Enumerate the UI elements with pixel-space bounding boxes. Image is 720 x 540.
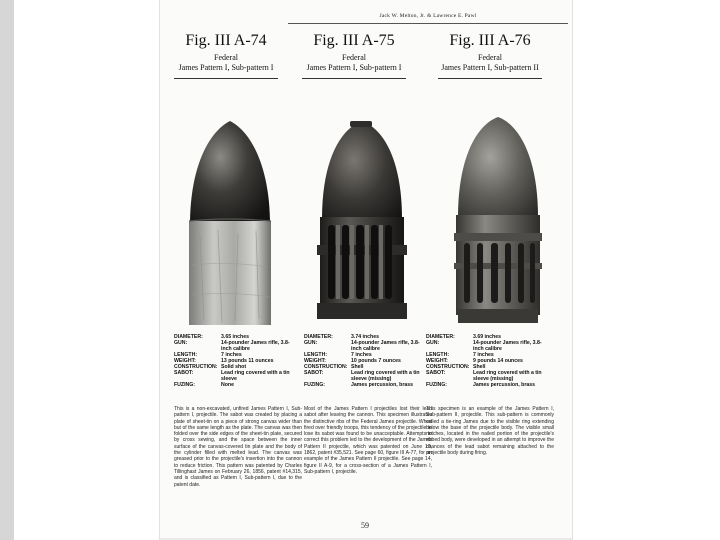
figure-2-description: Most of the James Pattern I projectiles lost their lead sabot after leaving the cannon. This specimen illustrates the distinctive ribs of the Federal James projectile. When fired over friendly troops, this tendency of the projectile to lose its sabot was found to be unacceptable. Attempts to correct this problem led to the development of the James Pattern II projectile, which was patented on June 10, 1862, patent #35,521. See page 60, figure III A-77, for an example of the James Pattern II projectile. See page 14, figure II A-9, for a cross-section of a James Pattern I, Sub-pattern I, projectile. — [304, 406, 432, 475]
spec-row — [426, 340, 548, 352]
spec-key: GUN: — [304, 340, 318, 346]
spec-key: LENGTH: — [174, 352, 198, 358]
james-solid-shot-photo-icon — [160, 95, 292, 331]
figure-2-rule — [302, 78, 406, 79]
spec-value: Shell — [351, 364, 364, 370]
spec-key: DIAMETER: — [174, 334, 203, 340]
spec-key: SABOT: — [174, 370, 194, 376]
spec-value: Solid shot — [221, 364, 247, 370]
spec-key: GUN: — [426, 340, 440, 346]
spec-row — [174, 382, 296, 388]
spec-key: SABOT: — [426, 370, 446, 376]
figure-3-title: Fig. III A-76 — [449, 32, 531, 49]
spec-value: Lead ring covered with a tin sleeve (missing) — [351, 370, 420, 382]
spec-key: LENGTH: — [426, 352, 450, 358]
spec-value: Lead ring covered with a tin sleeve (missing) — [473, 370, 542, 382]
spec-value: 3.65 inches — [221, 334, 249, 340]
spec-row — [426, 382, 548, 388]
spec-value: 3.69 inches — [473, 334, 501, 340]
spec-key: CONSTRUCTION: — [174, 364, 218, 370]
spec-key: GUN: — [174, 340, 188, 346]
spec-value: Shell — [473, 364, 486, 370]
spec-value: 7 inches — [351, 352, 372, 358]
figure-3-description: This specimen is an example of the James Pattern I, Sub-pattern II, projectile. This sub-pattern is commonly called a tie-ring James due to the visible ring extending below the base of the projectile body. The visible small notches, located in the nailed portion of the projectile's ribbed body, were developed in an attempt to improve the chances of the lead sabot remaining attached to the projectile body during firing. — [426, 406, 554, 457]
spec-key: DIAMETER: — [426, 334, 455, 340]
scanner-edge — [0, 0, 14, 540]
page-number: 59 — [361, 521, 369, 530]
spec-value: 7 inches — [473, 352, 494, 358]
spec-row — [426, 370, 548, 382]
spec-row — [174, 340, 296, 352]
spec-key: WEIGHT: — [426, 358, 448, 364]
figure-1-origin: Federal — [214, 53, 238, 62]
spec-key: WEIGHT: — [304, 358, 326, 364]
figure-1-rule — [174, 78, 278, 79]
figure-3-rule — [438, 78, 542, 79]
figure-1-description: This is a non-excavated, unfired James Pattern I, Sub-pattern I, projectile. The sabot was created by placing a plate of sheet-tin on a piece of strong canvas wider than but of the same length as the plate. The canvas was then folded over the side edges of the sheet-tin plate, secured by cross sewing, and the space between the inner surface of the canvas-covered tin plate and the body of the cylinder filled with melted lead. The canvas was greased prior to the projectile's insertion into the cannon to reduce friction. This pattern was patented by Charles Tillinghast James on February 26, 1856, patent #14,315, and is classified as Pattern I, Sub-pattern I, due to the patent date. — [174, 406, 302, 488]
spec-value: None — [221, 382, 234, 388]
spec-value: 13 pounds 11 ounces — [221, 358, 274, 364]
spec-key: FUZING: — [174, 382, 196, 388]
spec-key: DIAMETER: — [304, 334, 333, 340]
spec-value: 9 pounds 14 ounces — [473, 358, 523, 364]
spec-value: James percussion, brass — [473, 382, 535, 388]
spec-value: 14-pounder James rifle, 3.8-inch calibre — [473, 340, 542, 352]
spec-key: CONSTRUCTION: — [304, 364, 348, 370]
james-tie-ring-shell-photo-icon — [434, 95, 566, 331]
figure-3-origin: Federal — [478, 53, 502, 62]
spec-value: James percussion, brass — [351, 382, 413, 388]
james-ribbed-shell-photo-icon — [296, 95, 428, 331]
figure-2-origin: Federal — [342, 53, 366, 62]
spec-key: FUZING: — [426, 382, 448, 388]
spec-key: WEIGHT: — [174, 358, 196, 364]
spec-row — [304, 370, 426, 382]
figure-3-specs — [426, 334, 548, 388]
figure-2-specs — [304, 334, 426, 388]
spec-row — [174, 370, 296, 382]
figure-1-specs — [174, 334, 296, 388]
spec-key: LENGTH: — [304, 352, 328, 358]
figure-2-pattern: James Pattern I, Sub-pattern I — [306, 63, 402, 72]
figure-1-pattern: James Pattern I, Sub-pattern I — [178, 63, 274, 72]
spec-value: 3.74 inches — [351, 334, 379, 340]
book-page — [160, 0, 572, 540]
spec-key: FUZING: — [304, 382, 326, 388]
header-rule — [288, 23, 568, 24]
spec-value: 14-pounder James rifle, 3.8-inch calibre — [351, 340, 420, 352]
figure-2-title: Fig. III A-75 — [313, 32, 395, 49]
spec-key: CONSTRUCTION: — [426, 364, 470, 370]
figure-1-title: Fig. III A-74 — [185, 32, 267, 49]
running-header: Jack W. Melton, Jr. & Lawrence E. Pawl — [379, 13, 477, 19]
spec-key: SABOT: — [304, 370, 324, 376]
spec-value: 14-pounder James rifle, 3.8-inch calibre — [221, 340, 290, 352]
spec-row — [304, 382, 426, 388]
spec-row — [304, 340, 426, 352]
figure-3-pattern: James Pattern I, Sub-pattern II — [441, 63, 539, 72]
spec-value: Lead ring covered with a tin sleeve — [221, 370, 290, 382]
spec-value: 7 inches — [221, 352, 242, 358]
spec-value: 10 pounds 7 ounces — [351, 358, 401, 364]
